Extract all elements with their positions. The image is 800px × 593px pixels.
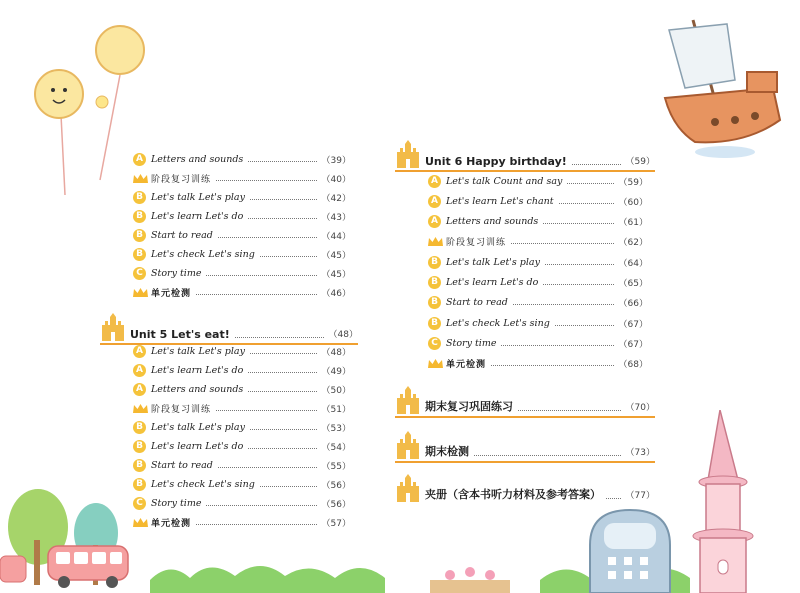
section-page: （77） — [625, 491, 655, 501]
section-heading[interactable] — [395, 386, 655, 418]
dot-leader — [555, 325, 614, 326]
section-page: （73） — [625, 448, 655, 458]
section-b-badge: B — [133, 191, 146, 204]
toc-entry-label: Start to read — [151, 229, 213, 241]
dot-leader — [518, 410, 621, 411]
toc-entry-page: （44） — [321, 231, 351, 242]
toc-entry[interactable] — [133, 437, 351, 455]
toc-entry[interactable] — [133, 342, 351, 360]
section-title: 夹册（含本书听力材料及参考答案） — [425, 488, 601, 501]
toc-entry[interactable] — [133, 494, 351, 512]
castle-icon — [395, 431, 421, 459]
toc-entry-page: （43） — [321, 212, 351, 223]
toc-entry-label: Let's learn Let's do — [151, 364, 244, 376]
dot-leader — [248, 372, 316, 373]
dot-leader — [206, 505, 316, 506]
section-b-badge: B — [133, 459, 146, 472]
crown-icon — [133, 518, 148, 527]
toc-entry-page: （42） — [321, 193, 351, 204]
unit-title: Unit 5 Let's eat! — [130, 328, 230, 341]
crown-icon — [133, 404, 148, 413]
toc-entry[interactable] — [428, 273, 648, 291]
dot-leader — [218, 237, 317, 238]
toc-entry-page: （49） — [321, 366, 351, 377]
section-a-badge: A — [133, 383, 146, 396]
toc-entry[interactable] — [428, 232, 648, 250]
dot-leader — [248, 391, 316, 392]
dot-leader — [260, 486, 317, 487]
section-b-badge: B — [428, 317, 441, 330]
toc-entry-page: （51） — [321, 404, 351, 415]
toc-entry[interactable] — [428, 172, 648, 190]
section-heading[interactable] — [395, 431, 655, 463]
section-b-badge: B — [428, 256, 441, 269]
dot-leader — [216, 180, 317, 181]
toc-entry[interactable] — [133, 456, 351, 474]
toc-entry-page: （67） — [618, 319, 648, 330]
toc-entry-page: （39） — [321, 155, 351, 166]
toc-entry-label: Let's talk Let's play — [446, 256, 540, 268]
dot-leader — [474, 455, 621, 456]
dot-leader — [567, 183, 613, 184]
dot-leader — [196, 294, 317, 295]
toc-entry-label: 阶段复习训练 — [151, 174, 212, 185]
section-b-badge: B — [133, 478, 146, 491]
toc-entry-page: （56） — [321, 480, 351, 491]
crown-icon — [428, 359, 443, 368]
toc-entry-label: Start to read — [446, 296, 508, 308]
toc-entry-page: （57） — [321, 518, 351, 529]
section-b-badge: B — [133, 248, 146, 261]
castle-icon — [100, 313, 126, 341]
robot-illustration — [580, 505, 680, 593]
dot-leader — [196, 524, 317, 525]
section-a-badge: A — [428, 215, 441, 228]
toc-entry-page: （66） — [618, 298, 648, 309]
dot-leader — [248, 448, 316, 449]
toc-entry-label: Let's check Let's sing — [151, 478, 255, 490]
crown-icon — [133, 288, 148, 297]
toc-entry-page: （68） — [618, 359, 648, 370]
crown-icon — [133, 174, 148, 183]
unit-page: （59） — [625, 157, 655, 167]
dot-leader — [248, 218, 316, 219]
castle-icon — [395, 474, 421, 502]
toc-entry-label: Story time — [151, 267, 202, 279]
toc-entry-label: Let's talk Count and say — [446, 175, 563, 187]
section-a-badge: A — [428, 195, 441, 208]
section-b-badge: B — [133, 229, 146, 242]
section-title: 期末复习巩固练习 — [425, 400, 513, 413]
toc-entry-label: Let's learn Let's chant — [446, 195, 554, 207]
toc-entry-label: Let's check Let's sing — [151, 248, 255, 260]
dot-leader — [235, 337, 324, 338]
toc-entry[interactable] — [133, 418, 351, 436]
dot-leader — [491, 365, 614, 366]
dot-leader — [501, 345, 613, 346]
toc-entry-label: Letters and sounds — [446, 215, 539, 227]
toc-entry-page: （48） — [321, 347, 351, 358]
toc-entry[interactable] — [428, 354, 648, 372]
dot-leader — [543, 223, 613, 224]
toc-entry-label: 单元检测 — [151, 288, 192, 299]
dot-leader — [511, 243, 614, 244]
section-b-badge: B — [133, 421, 146, 434]
pirate-ship-illustration — [655, 10, 795, 160]
toc-entry[interactable] — [133, 207, 351, 225]
toc-entry-page: （50） — [321, 385, 351, 396]
toc-entry-label: Let's learn Let's do — [446, 276, 539, 288]
dot-leader — [218, 467, 317, 468]
toc-entry-page: （54） — [321, 442, 351, 453]
toc-entry[interactable] — [133, 399, 351, 417]
toc-entry[interactable] — [133, 475, 351, 493]
toc-entry[interactable] — [133, 188, 351, 206]
toc-entry-label: Letters and sounds — [151, 383, 244, 395]
toc-entry[interactable] — [133, 169, 351, 187]
dot-leader — [545, 264, 614, 265]
toc-entry-label: 单元检测 — [446, 359, 487, 370]
section-b-badge: B — [133, 210, 146, 223]
toc-entry[interactable] — [133, 283, 351, 301]
unit-page: （48） — [328, 330, 358, 340]
toc-entry[interactable] — [133, 264, 351, 282]
section-b-badge: B — [133, 440, 146, 453]
toc-entry[interactable] — [428, 314, 648, 332]
section-b-badge: B — [428, 276, 441, 289]
toc-entry-label: Let's learn Let's do — [151, 440, 244, 452]
section-c-badge: C — [428, 337, 441, 350]
toc-entry-page: （65） — [618, 278, 648, 289]
dot-leader — [572, 164, 621, 165]
toc-entry-label: 单元检测 — [151, 518, 192, 529]
unit-title: Unit 6 Happy birthday! — [425, 155, 567, 168]
dot-leader — [250, 429, 317, 430]
dot-leader — [513, 304, 614, 305]
toc-entry[interactable] — [133, 150, 351, 168]
toc-entry-label: Letters and sounds — [151, 153, 244, 165]
section-title: 期末检测 — [425, 445, 469, 458]
dot-leader — [543, 284, 613, 285]
section-c-badge: C — [133, 267, 146, 280]
castle-icon — [395, 386, 421, 414]
toc-entry-label: Let's talk Let's play — [151, 191, 245, 203]
section-heading[interactable] — [395, 474, 655, 504]
toc-entry-label: 阶段复习训练 — [151, 404, 212, 415]
toc-entry-page: （61） — [618, 217, 648, 228]
toc-entry[interactable] — [133, 380, 351, 398]
toc-entry-label: Let's check Let's sing — [446, 317, 550, 329]
toc-entry-page: （62） — [618, 237, 648, 248]
castle-tower-illustration — [690, 410, 770, 593]
section-a-badge: A — [133, 345, 146, 358]
dot-leader — [250, 199, 317, 200]
dot-leader — [248, 161, 316, 162]
toc-entry-label: Let's talk Let's play — [151, 345, 245, 357]
toc-entry[interactable] — [133, 513, 351, 531]
toc-entry-label: 阶段复习训练 — [446, 237, 507, 248]
toc-entry-page: （45） — [321, 250, 351, 261]
toc-entry-label: Let's talk Let's play — [151, 421, 245, 433]
unit-heading[interactable] — [100, 313, 358, 345]
dot-leader — [559, 203, 614, 204]
toc-entry-page: （40） — [321, 174, 351, 185]
toc-entry[interactable] — [428, 212, 648, 230]
section-a-badge: A — [428, 175, 441, 188]
dot-leader — [606, 498, 621, 499]
toc-entry-page: （46） — [321, 288, 351, 299]
toc-entry[interactable] — [428, 334, 648, 352]
section-b-badge: B — [428, 296, 441, 309]
dot-leader — [250, 353, 317, 354]
toc-entry-label: Story time — [151, 497, 202, 509]
toc-entry-page: （56） — [321, 499, 351, 510]
toc-entry[interactable] — [133, 226, 351, 244]
dot-leader — [216, 410, 317, 411]
toc-entry-label: Let's learn Let's do — [151, 210, 244, 222]
toc-entry[interactable] — [133, 245, 351, 263]
toc-entry-page: （53） — [321, 423, 351, 434]
toc-entry-page: （55） — [321, 461, 351, 472]
toc-entry-page: （59） — [618, 177, 648, 188]
toc-entry[interactable] — [428, 253, 648, 271]
dot-leader — [260, 256, 317, 257]
castle-icon — [395, 140, 421, 168]
bus-illustration — [0, 540, 135, 590]
toc-entry-page: （45） — [321, 269, 351, 280]
section-a-badge: A — [133, 153, 146, 166]
toc-entry-label: Start to read — [151, 459, 213, 471]
toc-entry-page: （60） — [618, 197, 648, 208]
section-a-badge: A — [133, 364, 146, 377]
toc-entry[interactable] — [428, 192, 648, 210]
toc-entry-page: （67） — [618, 339, 648, 350]
toc-entry[interactable] — [133, 361, 351, 379]
toc-entry-page: （64） — [618, 258, 648, 269]
crown-icon — [428, 237, 443, 246]
dot-leader — [206, 275, 316, 276]
unit-heading[interactable] — [395, 140, 655, 172]
toc-entry[interactable] — [428, 293, 648, 311]
section-c-badge: C — [133, 497, 146, 510]
section-page: （70） — [625, 403, 655, 413]
toc-entry-label: Story time — [446, 337, 497, 349]
